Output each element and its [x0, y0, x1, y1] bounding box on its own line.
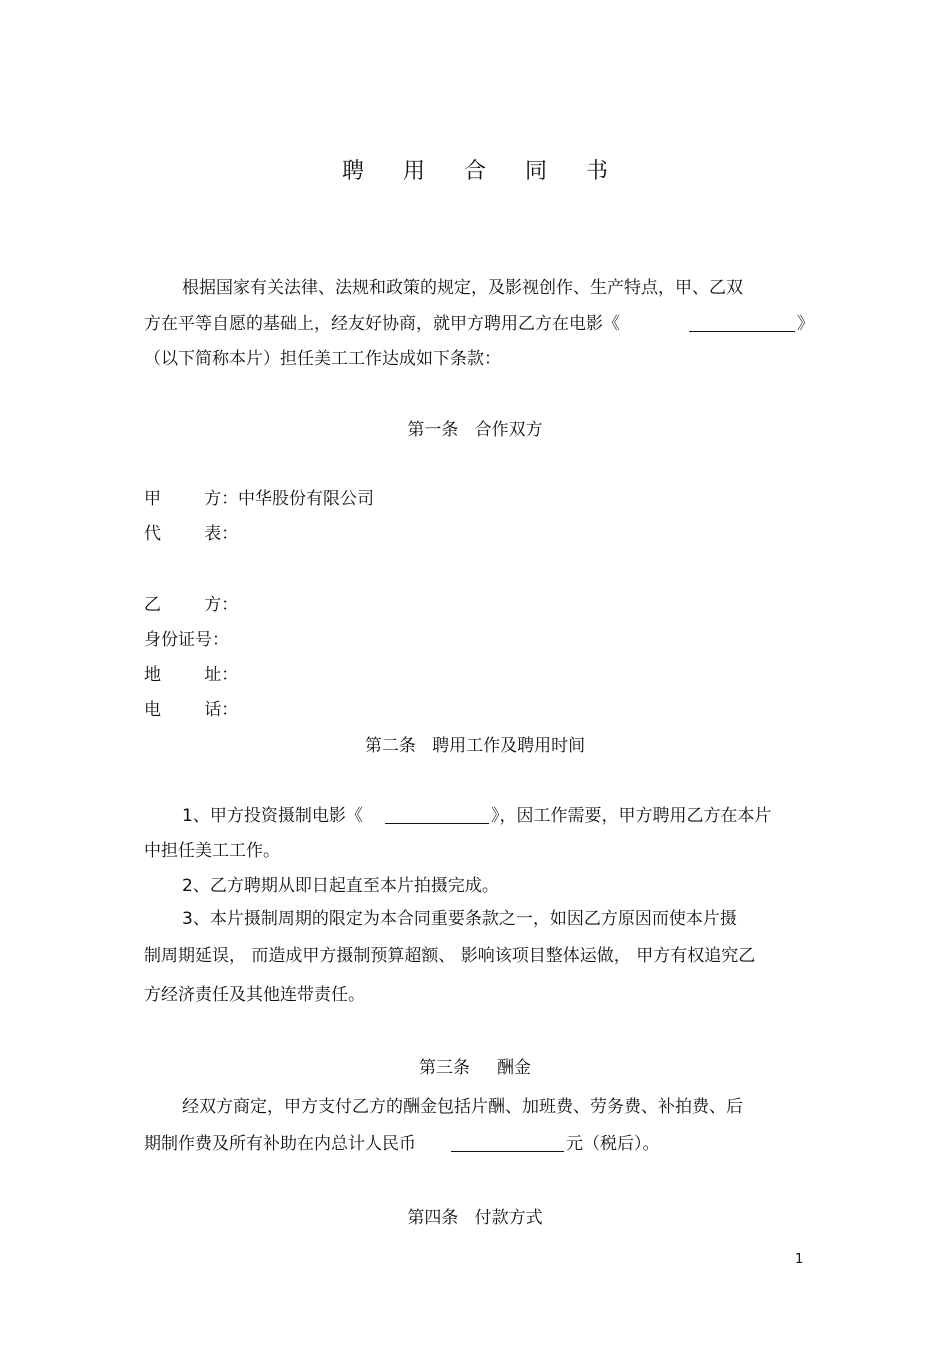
article-2-item-2: 2、乙方聘期从即日起直至本片拍摄完成。 [182, 876, 499, 896]
article-3-line-2-cont: 元（税后）。 [566, 1134, 660, 1154]
article-4-heading: 第四条 付款方式 [407, 1208, 543, 1228]
preamble-line-1: 根据国家有关法律、法规和政策的规定，及影视创作、生产特点，甲、乙双 [182, 278, 743, 298]
party-a-label: 甲 方： [144, 489, 239, 509]
phone-label: 电 话： [144, 700, 239, 720]
article-2-item-3-line-3: 方经济责任及其他连带责任。 [144, 985, 365, 1005]
id-number-label: 身份证号： [144, 630, 229, 650]
article-2-item-1-cont: 》，因工作需要，甲方聘用乙方在本片 [491, 806, 772, 826]
article-3-line-1: 经双方商定，甲方支付乙方的酬金包括片酬、加班费、劳务费、补拍费、后 [182, 1097, 743, 1117]
preamble-line-2-close: 》 [797, 314, 814, 334]
party-a-value: 中华股份有限公司 [238, 489, 374, 509]
article-2-heading: 第二条 聘用工作及聘用时间 [364, 736, 586, 756]
amount-blank [451, 1151, 564, 1152]
article-1-heading: 第一条 合作双方 [407, 420, 543, 440]
article-2-item-1: 1、甲方投资摄制电影《 [182, 806, 363, 826]
article-3-heading: 第三条 酬金 [418, 1058, 532, 1078]
film-title-blank-2 [385, 823, 489, 824]
article-3-line-2: 期制作费及所有补助在内总计人民币 [144, 1134, 416, 1154]
party-b-label: 乙 方： [144, 595, 239, 615]
article-2-item-3: 3、本片摄制周期的限定为本合同重要条款之一，如因乙方原因而使本片摄 [182, 909, 737, 929]
article-2-item-3-line-2: 制周期延误， 而造成甲方摄制预算超额、 影响该项目整体运做， 甲方有权追究乙 [144, 946, 756, 966]
page-number: 1 [795, 1252, 804, 1267]
document-title: 聘 用 合 同 书 [342, 159, 624, 184]
representative-label: 代 表： [144, 524, 239, 544]
address-label: 地 址： [144, 665, 239, 685]
preamble-line-3: （以下简称本片）担任美工工作达成如下条款： [144, 349, 501, 369]
preamble-line-2: 方在平等自愿的基础上，经友好协商，就甲方聘用乙方在电影《 [144, 314, 620, 334]
film-title-blank [689, 331, 795, 332]
article-2-item-1-line-2: 中担任美工工作。 [144, 841, 280, 861]
